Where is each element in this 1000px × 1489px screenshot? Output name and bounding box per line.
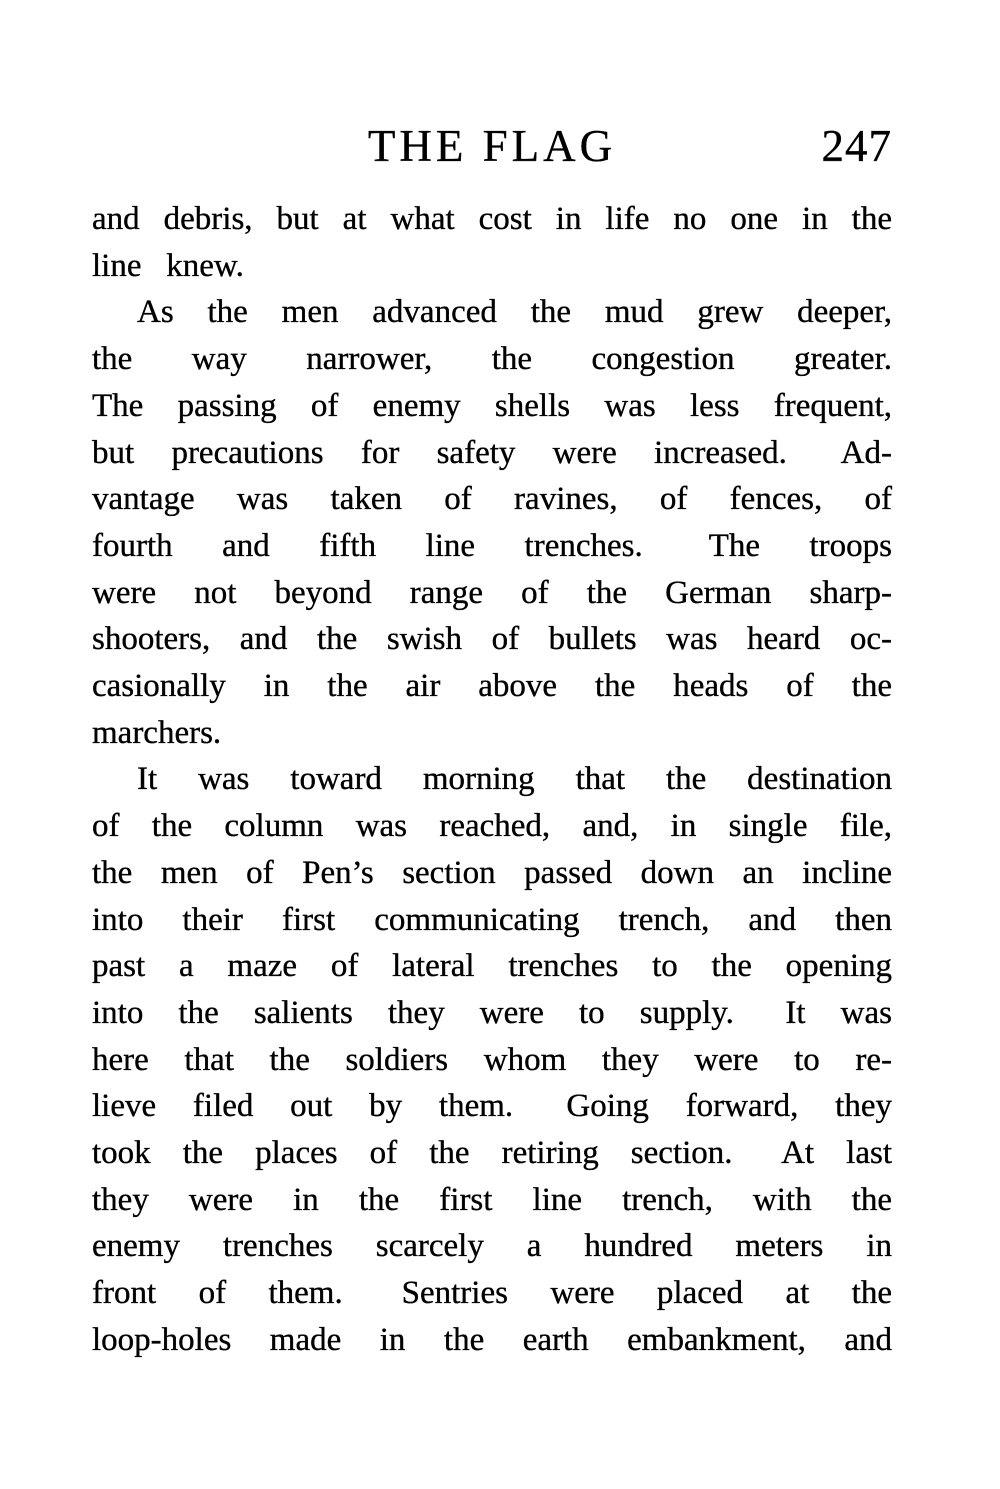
page-header — [92, 123, 892, 170]
text-line: fourth and fifth line trenches. The troops — [92, 527, 892, 564]
text-line: the men of Pen’s section passed down an incline — [92, 854, 892, 891]
running-title: THE FLAG — [367, 121, 617, 171]
text-line: the way narrower, the congestion greater. — [92, 341, 892, 378]
text-line: into their first communicating trench, and then — [92, 901, 892, 938]
text-line: were not beyond range of the German sharp- — [92, 574, 892, 611]
body-text — [92, 196, 892, 1364]
text-line: into the salients they were to supply. It was — [92, 994, 892, 1031]
text-line: lieve filed out by them. Going forward, they — [92, 1088, 892, 1125]
text-line: vantage was taken of ravines, of fences, of — [92, 481, 892, 518]
text-line: past a maze of lateral trenches to the opening — [92, 948, 892, 985]
page-number: 247 — [821, 121, 892, 171]
page-content — [92, 123, 892, 1364]
text-line: took the places of the retiring section. At last — [92, 1135, 892, 1172]
text-line: but precautions for safety were increased. Ad- — [92, 434, 892, 471]
text-line: The passing of enemy shells was less frequent, — [92, 387, 892, 424]
text-line: loop-holes made in the earth embankment, and — [92, 1321, 892, 1358]
text-line: marchers. — [92, 714, 222, 751]
text-line: here that the soldiers whom they were to re- — [92, 1041, 892, 1078]
text-line: As the men advanced the mud grew deeper, — [137, 294, 892, 331]
text-line: they were in the first line trench, with the — [92, 1181, 892, 1218]
text-line: enemy trenches scarcely a hundred meters in — [92, 1228, 892, 1265]
text-line: casionally in the air above the heads of the — [92, 668, 892, 705]
text-line: shooters, and the swish of bullets was heard oc- — [92, 621, 892, 658]
text-line: and debris, but at what cost in life no one in the — [92, 201, 892, 237]
text-line: It was toward morning that the destination — [137, 761, 892, 798]
text-line: line knew. — [92, 247, 244, 284]
text-line: front of them. Sentries were placed at the — [92, 1275, 892, 1312]
text-line: of the column was reached, and, in single file, — [92, 808, 892, 845]
